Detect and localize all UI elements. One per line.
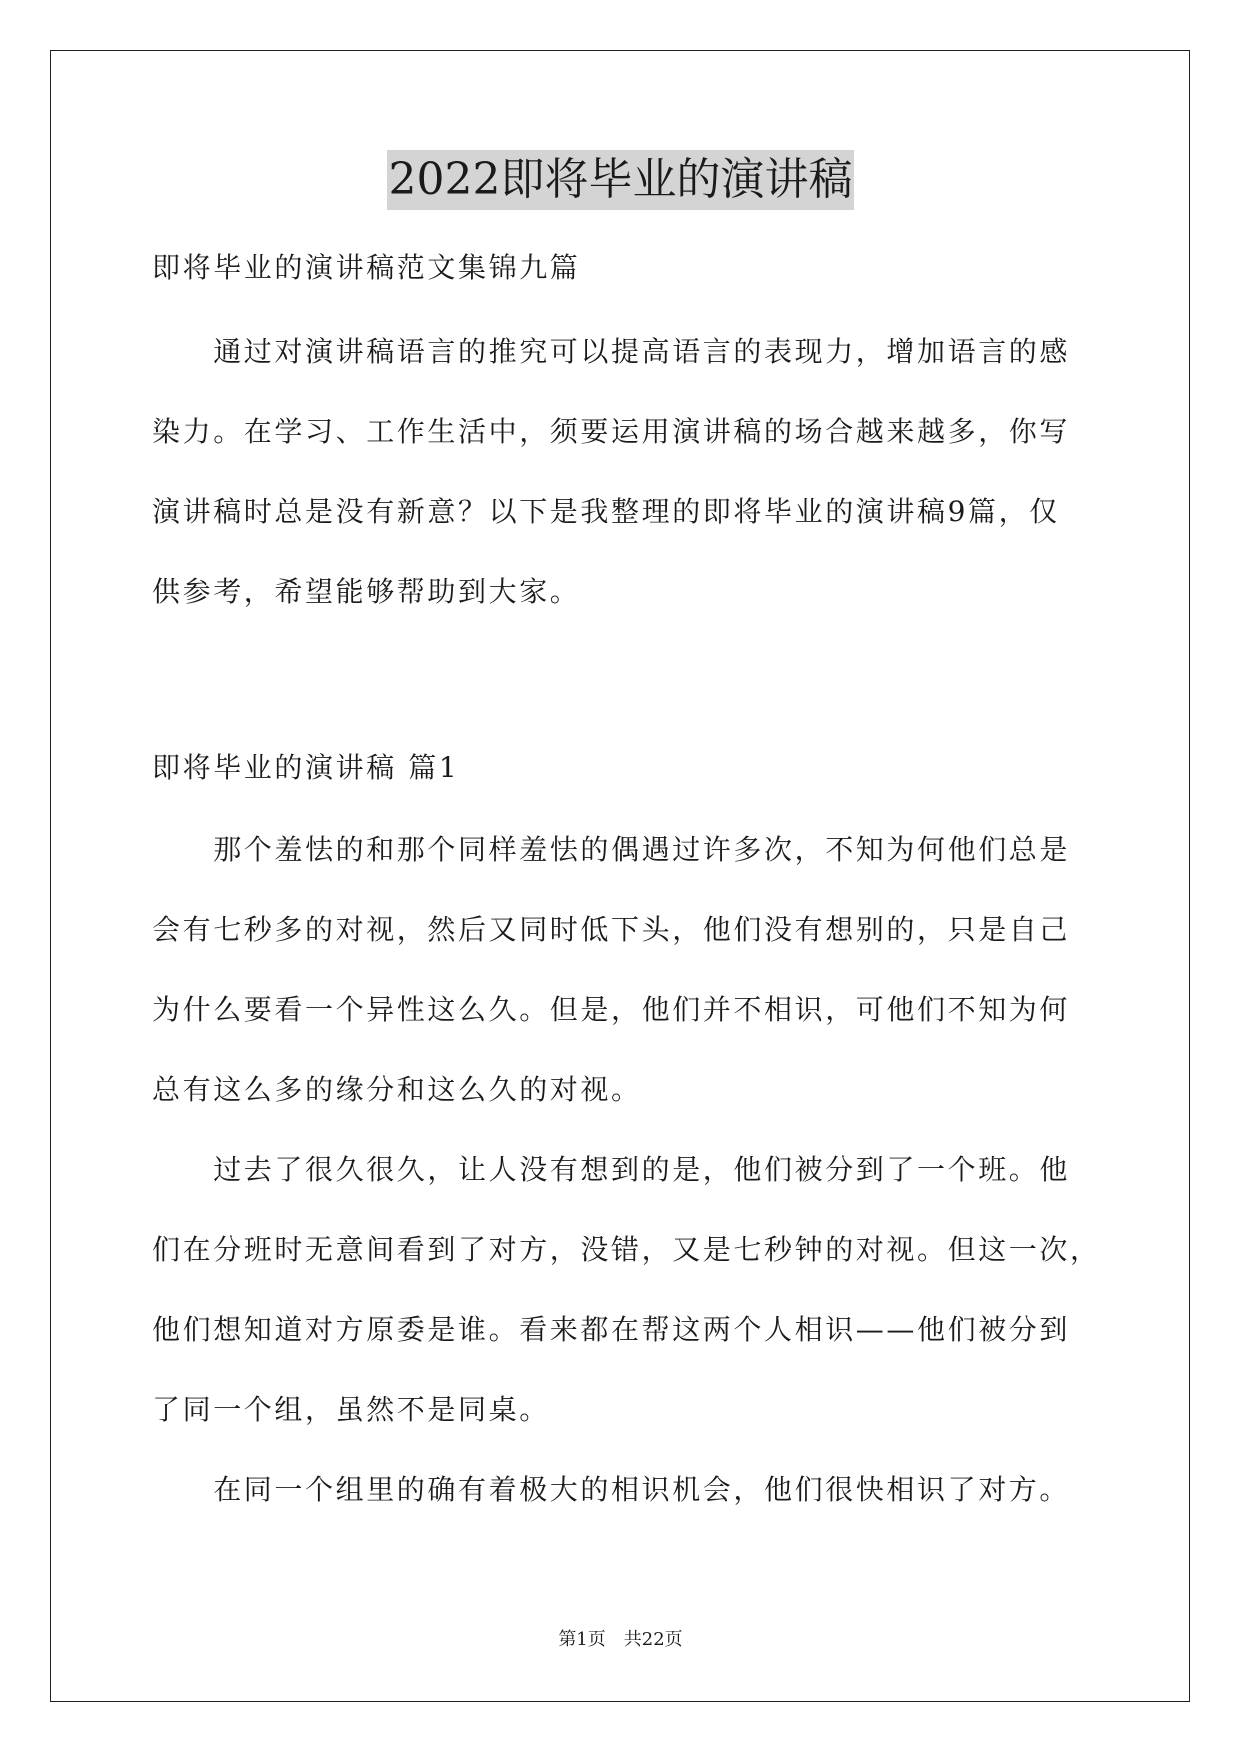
body-line: 了同一个组，虽然不是同桌。 [152,1393,550,1426]
body-line: 们在分班时无意间看到了对方，没错，又是七秒钟的对视。但这一次， [152,1233,1101,1266]
title-container [0,150,1241,210]
body-line: 染力。在学习、工作生活中，须要运用演讲稿的场合越来越多，你写 [152,415,1071,448]
body-line: 供参考，希望能够帮助到大家。 [152,575,581,608]
body-line: 他们想知道对方原委是谁。看来都在帮这两个人相识——他们被分到 [152,1313,1071,1346]
body-line: 过去了很久很久，让人没有想到的是，他们被分到了一个班。他 [152,1153,1071,1186]
subtitle-line: 即将毕业的演讲稿范文集锦九篇 [152,251,581,284]
body-line: 总有这么多的缘分和这么久的对视。 [152,1073,642,1106]
body-line: 通过对演讲稿语言的推究可以提高语言的表现力，增加语言的感 [152,335,1071,368]
body-line: 会有七秒多的对视，然后又同时低下头，他们没有想别的，只是自己 [152,913,1071,946]
page-footer: 第1页 共22页 [558,1629,683,1650]
page-border [50,50,1190,1702]
document-title: 2022即将毕业的演讲稿 [387,150,855,210]
body-line: 演讲稿时总是没有新意？以下是我整理的即将毕业的演讲稿9篇，仅 [152,495,1060,528]
body-line: 那个羞怯的和那个同样羞怯的偶遇过许多次，不知为何他们总是 [152,833,1071,866]
section-heading: 即将毕业的演讲稿 篇1 [152,751,460,784]
body-line: 为什么要看一个异性这么久。但是，他们并不相识，可他们不知为何 [152,993,1071,1026]
body-line: 在同一个组里的确有着极大的相识机会，他们很快相识了对方。 [152,1473,1071,1506]
